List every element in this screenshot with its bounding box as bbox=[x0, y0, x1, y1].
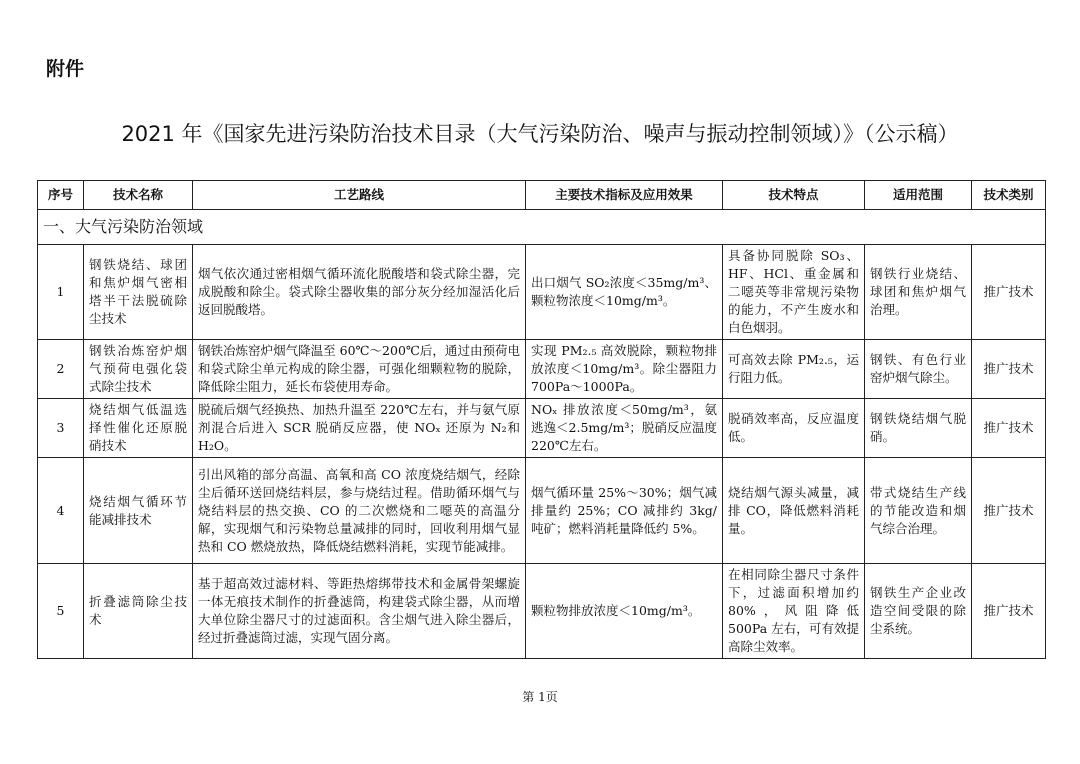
tech-name: 折叠滤筒除尘技术 bbox=[84, 564, 193, 659]
features: 在相同除尘器尺寸条件下，过滤面积增加约 80%，风阻降低 500Pa 左右，可有效提高除尘效率。 bbox=[723, 564, 865, 659]
category: 推广技术 bbox=[972, 458, 1046, 564]
table-row bbox=[38, 245, 1046, 340]
column-header-category: 技术类别 bbox=[972, 181, 1046, 210]
page-number: 第 1页 bbox=[522, 690, 558, 704]
tech-name: 钢铁冶炼窑炉烟气预荷电强化袋式除尘技术 bbox=[84, 340, 193, 399]
category: 推广技术 bbox=[972, 340, 1046, 399]
scope: 钢铁、有色行业窑炉烟气除尘。 bbox=[865, 340, 972, 399]
metrics: 颗粒物排放浓度＜10mg/m³。 bbox=[526, 564, 723, 659]
row-number: 3 bbox=[38, 399, 84, 458]
tech-name: 钢铁烧结、球团和焦炉烟气密相塔半干法脱硫除尘技术 bbox=[84, 245, 193, 340]
scope: 钢铁行业烧结、球团和焦炉烟气治理。 bbox=[865, 245, 972, 340]
technology-catalog-table bbox=[37, 180, 1046, 659]
features: 可高效去除 PM₂.₅，运行阻力低。 bbox=[723, 340, 865, 399]
scope: 钢铁生产企业改造空间受限的除尘系统。 bbox=[865, 564, 972, 659]
process-route: 钢铁冶炼窑炉烟气降温至 60℃～200℃后，通过由预荷电和袋式除尘单元构成的除尘器，可强化细颗粒物的脱除，降低除尘阻力，延长布袋使用寿命。 bbox=[193, 340, 526, 399]
table-row bbox=[38, 564, 1046, 659]
column-header-metrics: 主要技术指标及应用效果 bbox=[526, 181, 723, 210]
scope: 带式烧结生产线的节能改造和烟气综合治理。 bbox=[865, 458, 972, 564]
row-number: 1 bbox=[38, 245, 84, 340]
row-number: 2 bbox=[38, 340, 84, 399]
column-header-scope: 适用范围 bbox=[865, 181, 972, 210]
row-number: 5 bbox=[38, 564, 84, 659]
row-number: 4 bbox=[38, 458, 84, 564]
section-row bbox=[38, 210, 1046, 245]
category: 推广技术 bbox=[972, 564, 1046, 659]
features: 烧结烟气源头减量，减排 CO，降低燃料消耗量。 bbox=[723, 458, 865, 564]
process-route: 引出风箱的部分高温、高氧和高 CO 浓度烧结烟气，经除尘后循环送回烧结料层，参与烧结过程。借助循环烟气与烧结料层的热交换、CO 的二次燃烧和二噁英的高温分解，实现烟气和污染物总量减排的同时，回收利用烟气显热和 CO 燃烧放热，降低烧结燃料消耗，实现节能减排。 bbox=[193, 458, 526, 564]
category: 推广技术 bbox=[972, 399, 1046, 458]
column-header-no: 序号 bbox=[38, 181, 84, 210]
process-route: 烟气依次通过密相烟气循环流化脱酸塔和袋式除尘器，完成脱酸和除尘。袋式除尘器收集的部分灰分经加湿活化后返回脱酸塔。 bbox=[193, 245, 526, 340]
scope: 钢铁烧结烟气脱硝。 bbox=[865, 399, 972, 458]
process-route: 脱硫后烟气经换热、加热升温至 220℃左右，并与氨气原剂混合后进入 SCR 脱硝反应器，使 NOₓ 还原为 N₂和 H₂O。 bbox=[193, 399, 526, 458]
table-header-row bbox=[38, 181, 1046, 210]
process-route: 基于超高效过滤材料、等距热熔绑带技术和金属骨架螺旋一体无痕技术制作的折叠滤筒，构建袋式除尘器，从而增大单位除尘器尺寸的过滤面积。含尘烟气进入除尘器后，经过折叠滤筒过滤，实现气固分离。 bbox=[193, 564, 526, 659]
section-title: 一、大气污染防治领域 bbox=[38, 210, 1046, 245]
tech-name: 烧结烟气低温选择性催化还原脱硝技术 bbox=[84, 399, 193, 458]
features: 具备协同脱除 SO₃、HF、HCl、重金属和二噁英等非常规污染物的能力，不产生废水和白色烟羽。 bbox=[723, 245, 865, 340]
features: 脱硝效率高，反应温度低。 bbox=[723, 399, 865, 458]
column-header-name: 技术名称 bbox=[84, 181, 193, 210]
column-header-features: 技术特点 bbox=[723, 181, 865, 210]
table-row bbox=[38, 458, 1046, 564]
metrics: NOₓ 排放浓度＜50mg/m³，氨逃逸＜2.5mg/m³；脱硝反应温度 220℃左右。 bbox=[526, 399, 723, 458]
table-row bbox=[38, 340, 1046, 399]
category: 推广技术 bbox=[972, 245, 1046, 340]
metrics: 烟气循环量 25%～30%；烟气减排量约 25%；CO 减排约 3kg/吨矿；燃料消耗量降低约 5%。 bbox=[526, 458, 723, 564]
document-title: 2021 年《国家先进污染防治技术目录（大气污染防治、噪声与振动控制领域）》（公示稿） bbox=[121, 122, 959, 146]
metrics: 出口烟气 SO₂浓度＜35mg/m³、颗粒物浓度＜10mg/m³。 bbox=[526, 245, 723, 340]
tech-name: 烧结烟气循环节能减排技术 bbox=[84, 458, 193, 564]
column-header-process: 工艺路线 bbox=[193, 181, 526, 210]
attachment-label: 附件 bbox=[46, 58, 85, 80]
metrics: 实现 PM₂.₅ 高效脱除，颗粒物排放浓度＜10mg/m³。除尘器阻力 700Pa～1000Pa。 bbox=[526, 340, 723, 399]
table-row bbox=[38, 399, 1046, 458]
